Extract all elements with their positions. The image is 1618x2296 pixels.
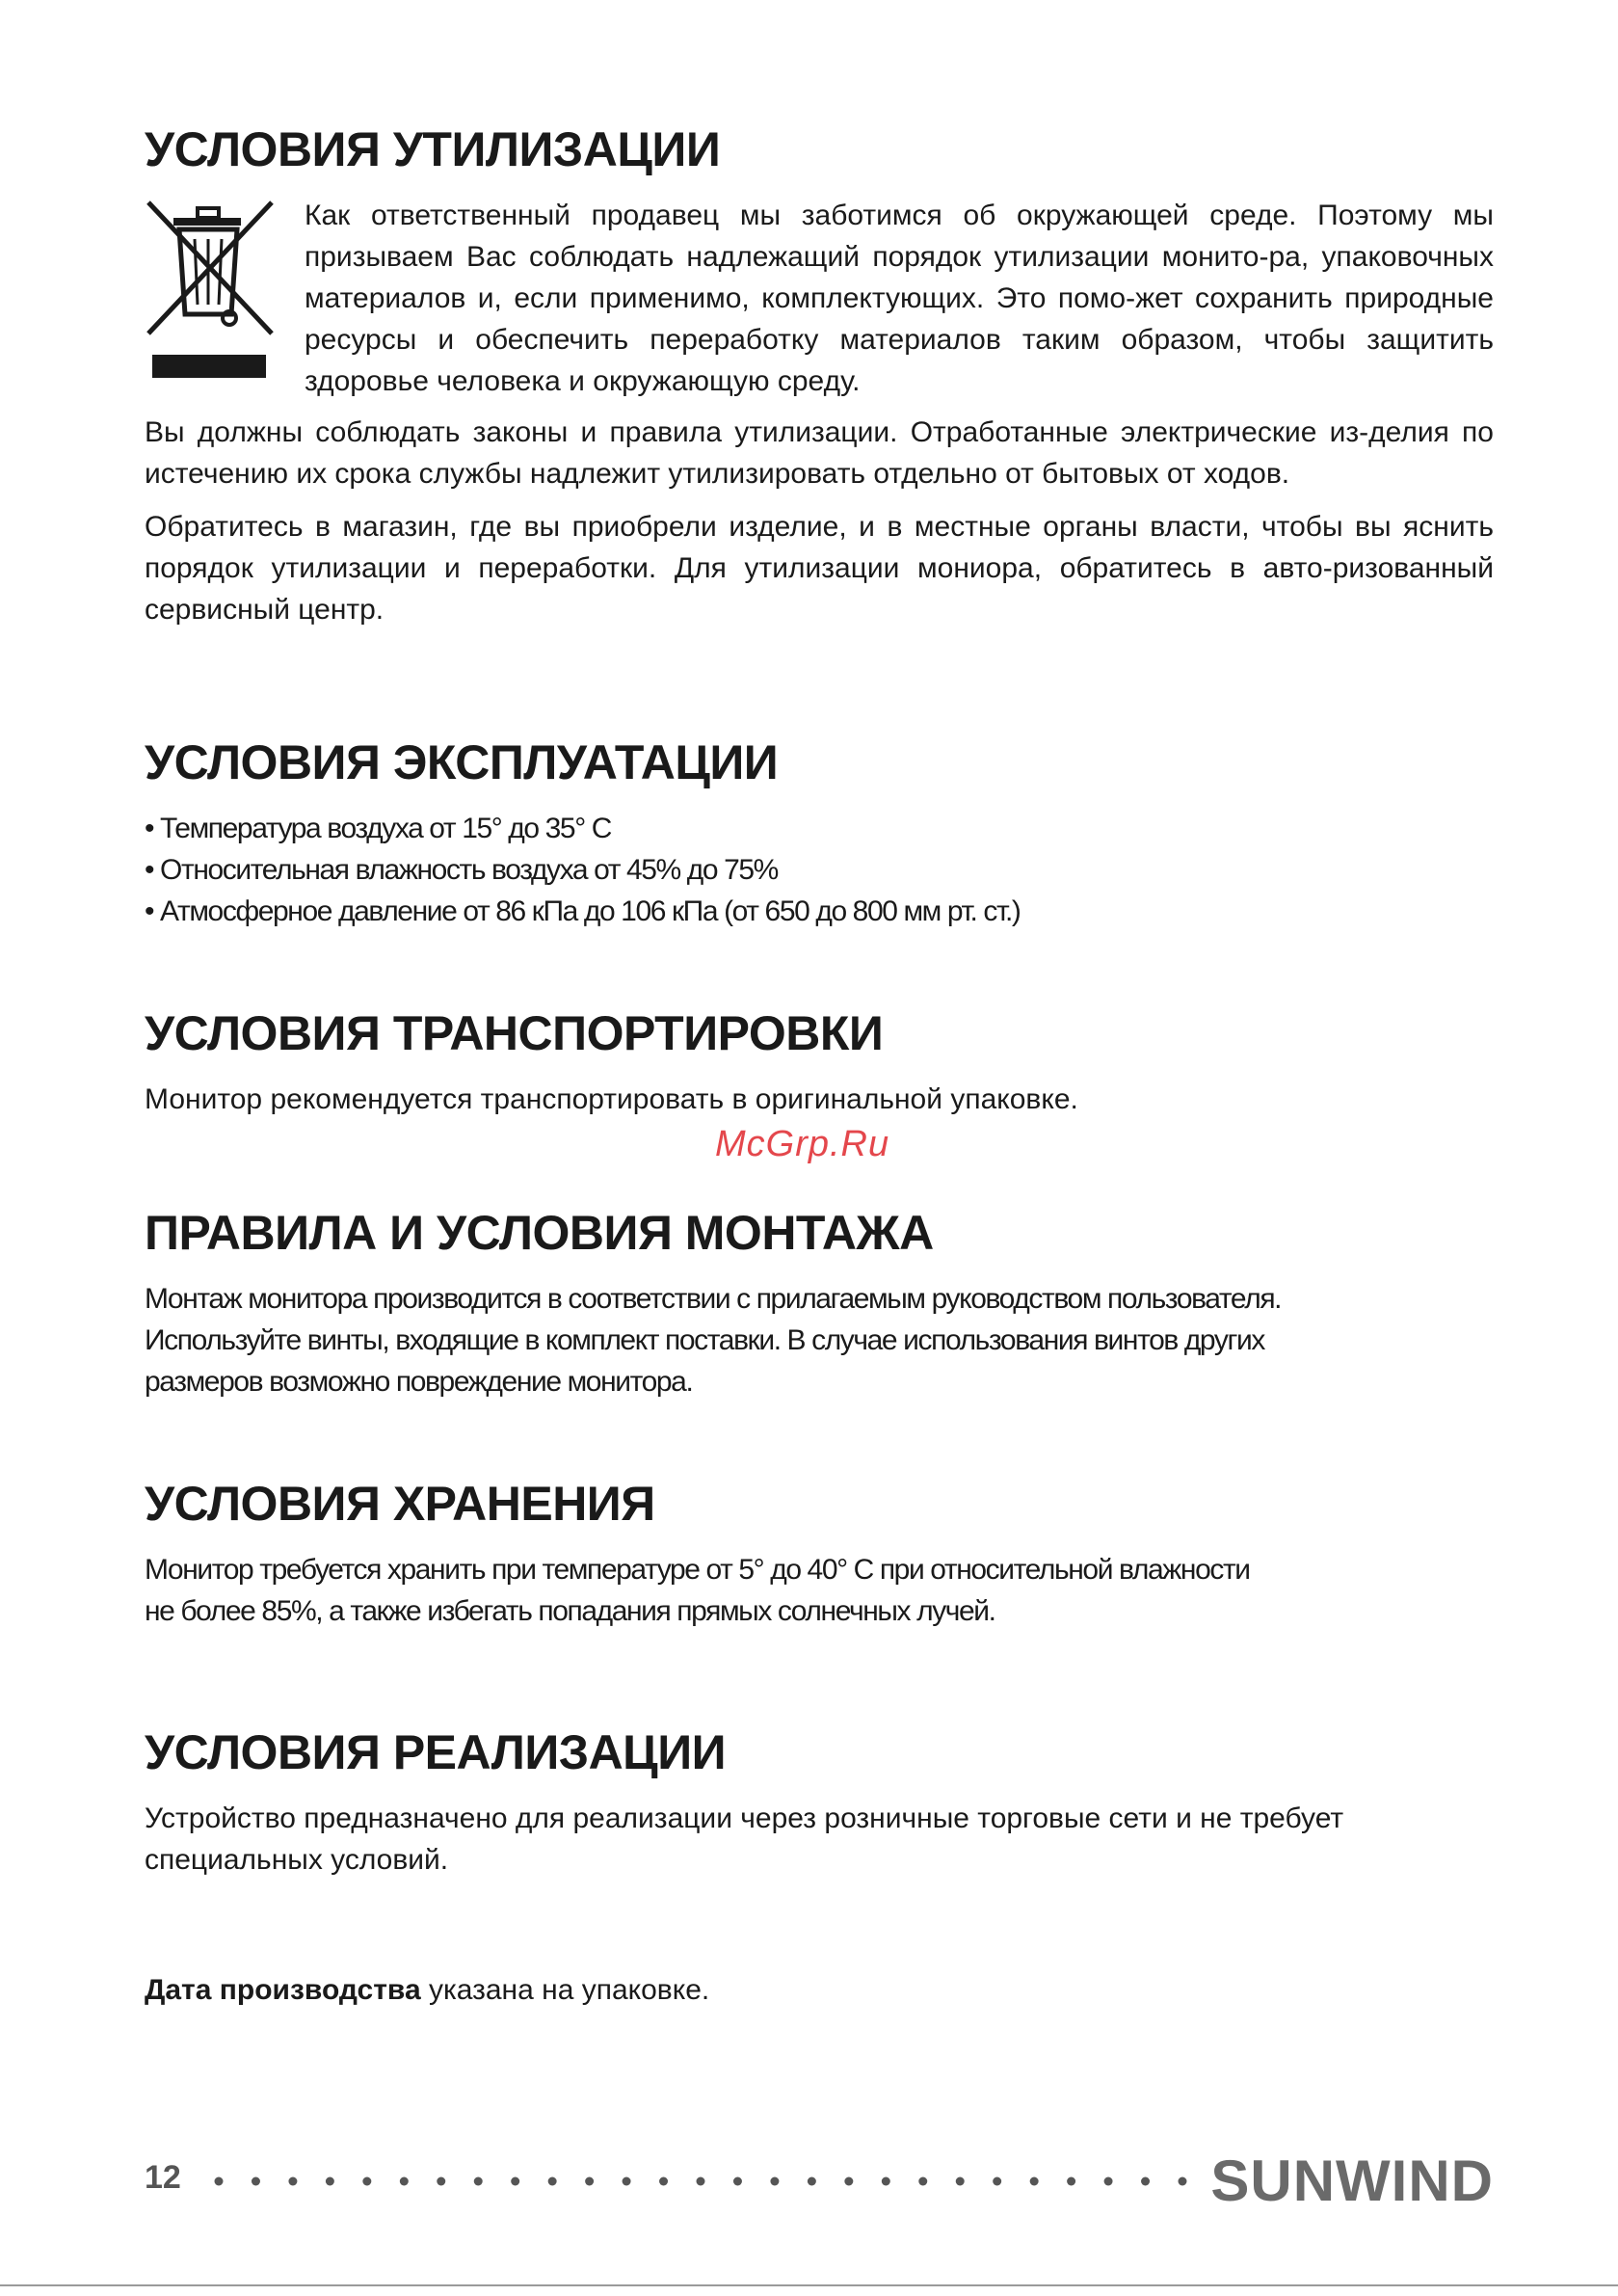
storage-line: не более 85%, а также избегать попадания прямых солнечных лучей. (145, 1595, 995, 1627)
disposal-intro-row (145, 195, 1494, 402)
storage-line: Монитор требуется хранить при температуре от 5° до 40° С при относительной влажности (145, 1554, 1250, 1586)
leader-dot (1067, 2177, 1075, 2186)
leader-dot (215, 2177, 224, 2186)
disposal-paragraph-2: Обратитесь в магазин, где вы приобрели изделие, и в местные органы власти, чтобы вы яснить порядок утилизации и переработки. Для утилизации мониора, обратитесь в авто-ризованный сервисный центр. (145, 511, 1494, 626)
leader-dot (956, 2177, 965, 2186)
leader-dot (400, 2177, 409, 2186)
leader-dot (437, 2177, 445, 2186)
leader-dot (1030, 2177, 1039, 2186)
leader-dot (770, 2177, 779, 2186)
sale-text: Устройство предназначено для реализации через розничные торговые сети и не требует специальных условий. (145, 1802, 1344, 1876)
production-date-note (145, 1969, 1494, 2011)
sale-title: УСЛОВИЯ РЕАЛИЗАЦИИ (145, 1725, 727, 1779)
list-item: • Температура воздуха от 15° до 35° С (145, 813, 611, 844)
mounting-line: Монтаж монитора производится в соответствии с прилагаемым руководством пользователя. (145, 1283, 1282, 1315)
spacer (145, 1892, 1494, 1969)
leader-dot (288, 2177, 297, 2186)
transport-text: Монитор рекомендуется транспортировать в оригинальной упаковке. (145, 1083, 1078, 1115)
leader-dot (882, 2177, 890, 2186)
leader-dot (474, 2177, 483, 2186)
storage-title: УСЛОВИЯ ХРАНЕНИЯ (145, 1477, 655, 1531)
leader-dot (548, 2177, 557, 2186)
spacer (145, 642, 1494, 738)
page-number: 12 (145, 2159, 181, 2196)
spacer (145, 1632, 1494, 1728)
leader-dot (326, 2177, 334, 2186)
leader-dot (918, 2177, 927, 2186)
watermark: McGrp.Ru (715, 1124, 890, 1164)
page-footer (145, 2149, 1494, 2217)
crossed-out-wheelie-bin-icon (145, 200, 279, 388)
disposal-intro: Как ответственный продавец мы заботимся об окружающей среде. Поэтому мы призываем Вас соблюдать надлежащий порядок утилизации монито-ра, упаковочных материалов и, если применимо, комплектующих. Это помо-жет сохранить природные ресурсы и обеспечить переработку материалов таким образом, чтобы защитить здоровье человека и окружающую среду. (305, 200, 1494, 397)
mounting-title: ПРАВИЛА И УСЛОВИЯ МОНТАЖА (145, 1206, 934, 1260)
dotted-leader (214, 2175, 1187, 2188)
spacer (145, 1402, 1494, 1480)
leader-dot (1104, 2177, 1113, 2186)
disposal-paragraph-1: Вы должны соблюдать законы и правила утилизации. Отработанные электрические из-делия по истечению их срока службы надлежит утилизировать отдельно от бытовых от ходов. (145, 416, 1494, 490)
leader-dot (808, 2177, 816, 2186)
leader-dot (1141, 2177, 1150, 2186)
leader-dot (697, 2177, 705, 2186)
brand-logo: SUNWIND (1210, 2149, 1494, 2213)
mounting-line: Используйте винты, входящие в комплект поставки. В случае использования винтов других (145, 1324, 1264, 1356)
transport-title: УСЛОВИЯ ТРАНСПОРТИРОВКИ (145, 1006, 884, 1060)
production-date-text: указана на упаковке. (420, 1974, 710, 2006)
leader-dot (844, 2177, 853, 2186)
operation-list (145, 808, 1494, 932)
page-content (145, 122, 1494, 2022)
leader-dot (623, 2177, 631, 2186)
production-date-label: Дата производства (145, 1974, 421, 2006)
operation-title: УСЛОВИЯ ЭКСПЛУАТАЦИИ (145, 735, 779, 789)
leader-dot (362, 2177, 371, 2186)
leader-dot (659, 2177, 668, 2186)
spacer (145, 932, 1494, 1009)
list-item: • Относительная влажность воздуха от 45% до 75% (145, 854, 778, 886)
bottom-rule (0, 2284, 1618, 2286)
leader-dot (511, 2177, 519, 2186)
mounting-line: размеров возможно повреждение монитора. (145, 1366, 693, 1398)
leader-dot (993, 2177, 1001, 2186)
leader-dot (1179, 2177, 1187, 2186)
list-item: • Атмосферное давление от 86 кПа до 106 кПа (от 650 до 800 мм рт. ст.) (145, 895, 1021, 927)
disposal-title: УСЛОВИЯ УТИЛИЗАЦИИ (145, 122, 721, 176)
leader-dot (252, 2177, 260, 2186)
leader-dot (585, 2177, 594, 2186)
leader-dot (733, 2177, 742, 2186)
